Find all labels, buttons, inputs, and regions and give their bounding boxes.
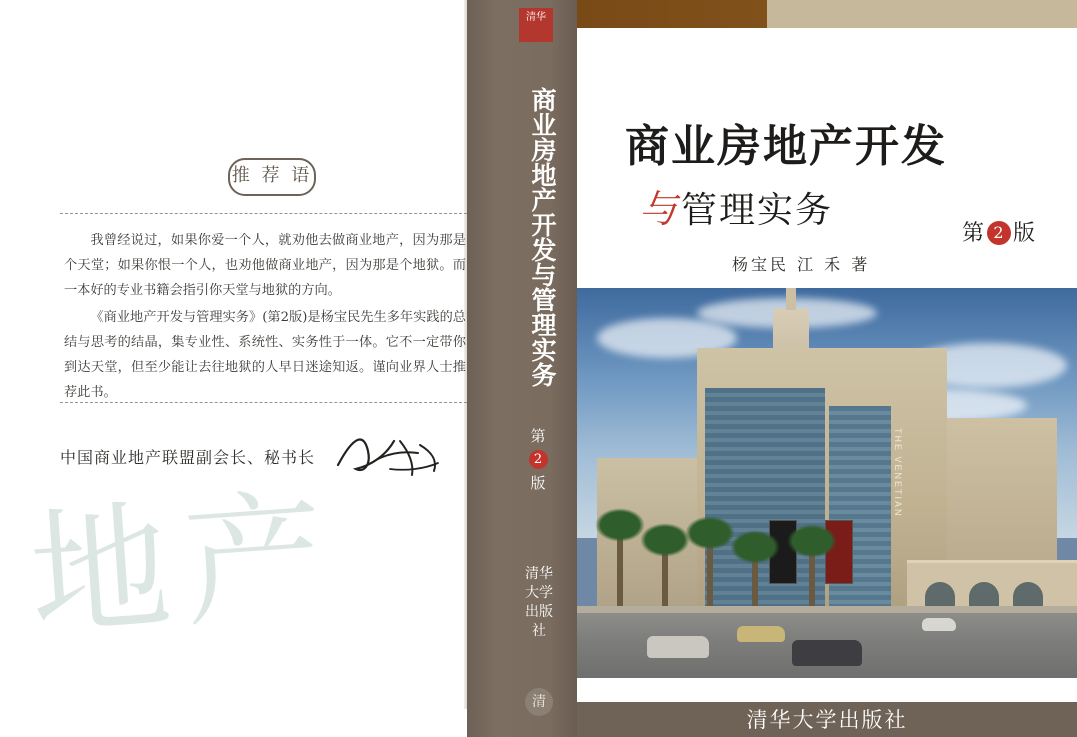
bridge xyxy=(907,560,1077,608)
cover-photo xyxy=(577,288,1077,678)
back-cover-panel xyxy=(0,0,467,709)
book-subtitle-accent: 与 xyxy=(639,187,680,231)
book-title: 商业房地产开发 xyxy=(625,121,947,172)
edition-prefix: 第 xyxy=(962,221,986,246)
hotel-glass-facade-2 xyxy=(829,406,891,618)
edition-suffix: 版 xyxy=(1013,221,1037,246)
hotel-glass-facade xyxy=(705,388,825,618)
spine-edition-prefix: 第 xyxy=(530,427,546,445)
edition-number: 2 xyxy=(987,221,1011,245)
spine-publisher: 清华大学出版社 xyxy=(525,566,553,639)
publisher-seal-icon: 清 xyxy=(525,688,553,716)
bridge-arch xyxy=(1013,582,1043,608)
bridge-arch xyxy=(969,582,999,608)
vehicle xyxy=(922,618,956,631)
recommendation-paragraph-2: 《商业地产开发与管理实务》(第2版)是杨宝民先生多年实践的总结与思考的结晶，集专业性、系统性、实务性于一体。它不一定带你到达天堂，但至少能让去往地狱的人早日迷途知返。谨向业界人士推荐此书。 xyxy=(64,310,466,400)
front-publisher: 清华大学出版社 xyxy=(746,708,908,732)
authors: 杨宝民 江 禾 著 xyxy=(732,255,871,274)
spine-edition-number: 2 xyxy=(529,450,548,469)
spine-edition-suffix: 版 xyxy=(530,474,546,492)
recommendation-badge: 推 荐 语 xyxy=(228,158,316,196)
divider-top xyxy=(60,213,467,214)
publisher-logo-icon: 清华 xyxy=(519,8,553,42)
top-color-bar xyxy=(577,0,1077,28)
book-subtitle-main: 管理实务 xyxy=(681,190,834,231)
watermark-text: 地产 xyxy=(24,474,344,659)
recommendation-paragraph-1: 我曾经说过，如果你爱一个人，就劝他去做商业地产，因为那是个天堂；如果你恨一个人，也劝他做商业地产，因为那是个地狱。而一本好的专业书籍会指引你天堂与地狱的方向。 xyxy=(64,233,466,298)
book-subtitle xyxy=(639,178,833,233)
vehicle xyxy=(647,636,709,658)
front-cover-panel xyxy=(577,0,1077,737)
endorser-title: 中国商业地产联盟副会长、秘书长 xyxy=(60,448,316,467)
vehicle xyxy=(737,626,785,642)
palm-tree xyxy=(617,528,623,618)
spine-title: 商业房地产开发与管理实务 xyxy=(528,87,557,387)
bridge-arch xyxy=(925,582,955,608)
edition-label xyxy=(962,216,1036,247)
recommendation-text xyxy=(64,228,466,407)
spine-edition xyxy=(523,425,553,494)
signature-icon xyxy=(334,425,444,485)
vehicle xyxy=(792,640,862,666)
building-sign: THE VENETIAN xyxy=(893,428,903,518)
